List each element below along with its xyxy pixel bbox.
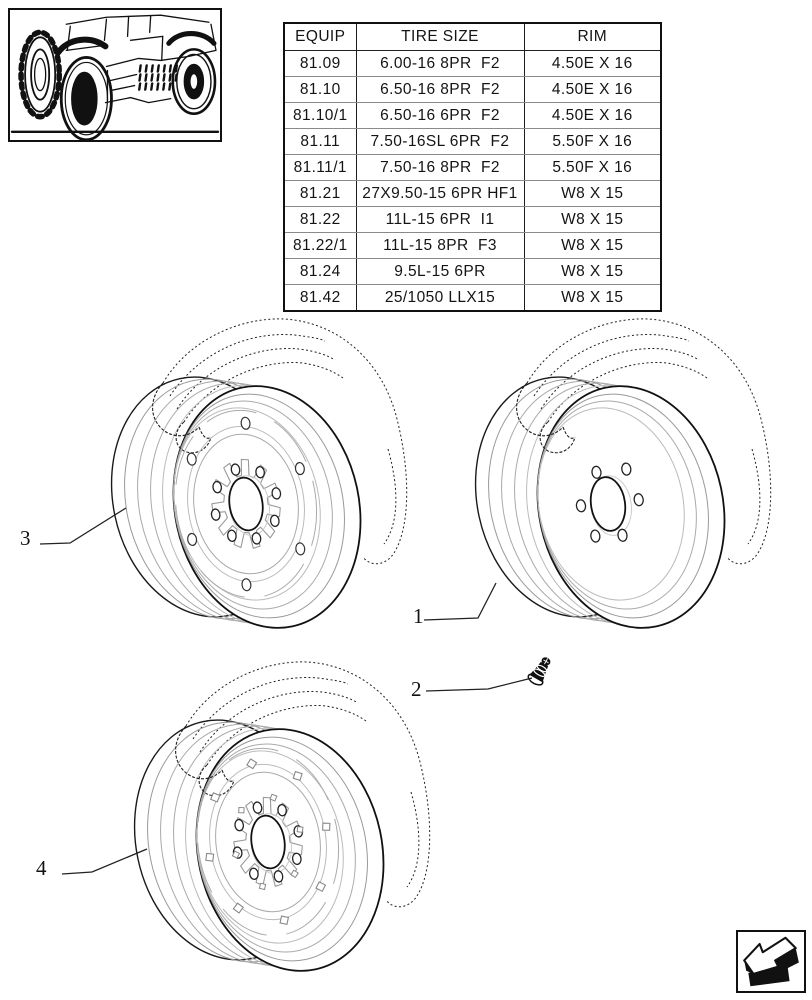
callout-label-1: 1 (413, 604, 424, 628)
table-cell: 81.10 (284, 77, 356, 103)
column-header: RIM (524, 23, 661, 51)
table-cell: 81.11/1 (284, 155, 356, 181)
table-cell: W8 X 15 (524, 233, 661, 259)
table-cell: 81.22/1 (284, 233, 356, 259)
table-cell: 11L-15 6PR I1 (356, 207, 524, 233)
table-cell: 7.50-16SL 6PR F2 (356, 129, 524, 155)
table-cell: 81.21 (284, 181, 356, 207)
table-cell: 4.50E X 16 (524, 51, 661, 77)
table-cell: W8 X 15 (524, 181, 661, 207)
table-cell: 6.50-16 6PR F2 (356, 103, 524, 129)
table-cell: 25/1050 LLX15 (356, 285, 524, 312)
table-cell: 6.00-16 8PR F2 (356, 51, 524, 77)
tire-valve-drawing (526, 654, 554, 687)
table-cell: W8 X 15 (524, 207, 661, 233)
table-cell: 81.11 (284, 129, 356, 155)
table-cell: W8 X 15 (524, 259, 661, 285)
table-cell: 81.24 (284, 259, 356, 285)
back-section-button[interactable] (736, 930, 806, 993)
back-arrow-icon (738, 932, 804, 991)
table-cell: 4.50E X 16 (524, 103, 661, 129)
callout-label-3: 3 (20, 526, 31, 550)
table-cell: 9.5L-15 6PR (356, 259, 524, 285)
leader-line-3 (40, 508, 126, 544)
column-header: EQUIP (284, 23, 356, 51)
table-cell: 4.50E X 16 (524, 77, 661, 103)
leader-line-1 (424, 583, 496, 620)
callout-label-4: 4 (36, 856, 47, 880)
table-cell: W8 X 15 (524, 285, 661, 312)
table-cell: 81.10/1 (284, 103, 356, 129)
table-cell: 81.22 (284, 207, 356, 233)
leader-line-4 (62, 849, 147, 874)
wheel-3-drawing (90, 319, 407, 646)
wheel-4-drawing (113, 662, 430, 989)
table-cell: 5.50F X 16 (524, 155, 661, 181)
callout-label-2: 2 (411, 677, 422, 701)
leader-line-2 (426, 678, 532, 691)
table-cell: 7.50-16 8PR F2 (356, 155, 524, 181)
wheel-1-drawing (454, 319, 771, 646)
table-cell: 27X9.50-15 6PR HF1 (356, 181, 524, 207)
column-header: TIRE SIZE (356, 23, 524, 51)
table-cell: 81.09 (284, 51, 356, 77)
table-cell: 81.42 (284, 285, 356, 312)
table-cell: 6.50-16 8PR F2 (356, 77, 524, 103)
table-cell: 5.50F X 16 (524, 129, 661, 155)
table-cell: 11L-15 8PR F3 (356, 233, 524, 259)
